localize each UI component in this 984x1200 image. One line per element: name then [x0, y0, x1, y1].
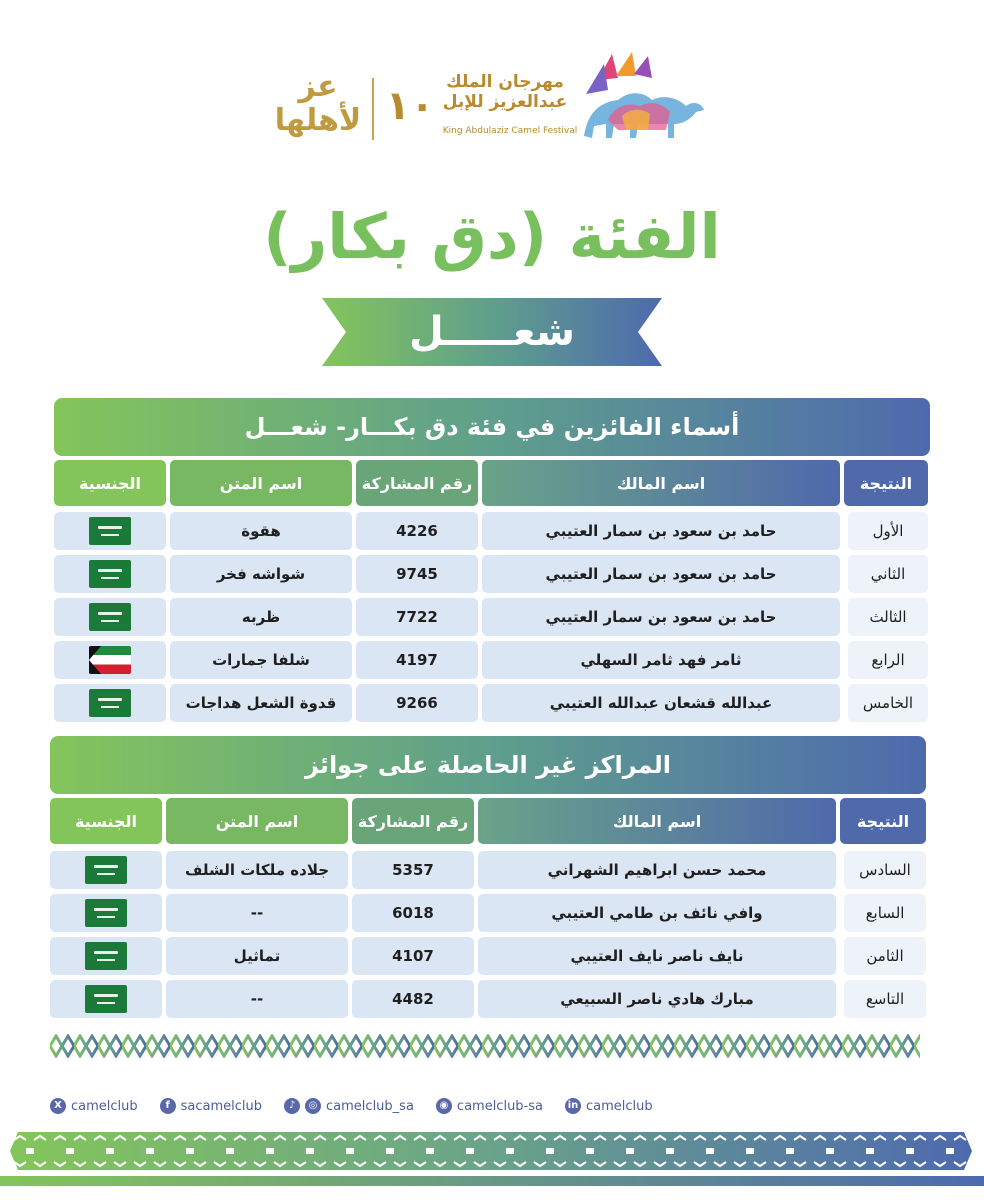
ribbon-label: شعـــــل [409, 309, 575, 355]
slogan-logo: عز لأهلها [274, 69, 362, 138]
table-row-owner: مبارك هادي ناصر السبيعي [478, 980, 836, 1018]
saudi-flag-icon [85, 985, 127, 1013]
table-row-number: 6018 [352, 894, 474, 932]
header-result: النتيجة [844, 460, 928, 506]
table-row-owner: نايف ناصر نايف العتيبي [478, 937, 836, 975]
saudi-flag-icon [89, 689, 131, 717]
table-row-number: 4226 [356, 512, 478, 550]
social-handle: camelclub-sa [456, 1098, 543, 1114]
instagram-icon: ◎ [305, 1098, 321, 1114]
table-row-result: الأول [848, 512, 928, 550]
table-row-nationality [54, 512, 166, 550]
sadu-pattern-divider [50, 1034, 920, 1058]
header-mtn-name: اسم المتن [166, 798, 348, 844]
saudi-flag-icon [85, 856, 127, 884]
table-row-result: الثامن [844, 937, 926, 975]
camel-festival-logo-icon [578, 50, 708, 142]
social-x[interactable] [50, 1098, 138, 1114]
saudi-flag-icon [85, 942, 127, 970]
tiktok-icon: ♪ [284, 1098, 300, 1114]
table-row-number: 9745 [356, 555, 478, 593]
table-row-mtn: -- [166, 980, 348, 1018]
table-row-mtn: تماثيل [166, 937, 348, 975]
table-row-owner: حامد بن سعود بن سمار العتيبي [482, 555, 840, 593]
table-row-owner: محمد حسن ابراهيم الشهراني [478, 851, 836, 889]
social-linkedin[interactable] [565, 1098, 653, 1114]
table-row-result: السابع [844, 894, 926, 932]
header-entry-number: رقم المشاركة [352, 798, 474, 844]
header-entry-number: رقم المشاركة [356, 460, 478, 506]
snapchat-icon: ◉ [436, 1098, 452, 1114]
table-row-owner: عبدالله قشعان عبدالله العتيبي [482, 684, 840, 722]
header-result: النتيجة [840, 798, 926, 844]
table-row-result: الرابع [848, 641, 928, 679]
table-row-result: الثاني [848, 555, 928, 593]
footer-pattern-band [10, 1132, 972, 1170]
kuwait-flag-icon [89, 646, 131, 674]
saudi-flag-icon [89, 517, 131, 545]
header-mtn-name: اسم المتن [170, 460, 352, 506]
table-row-number: 4107 [352, 937, 474, 975]
table-row-mtn: هقوة [170, 512, 352, 550]
table-row-nationality [54, 555, 166, 593]
saudi-flag-icon [89, 603, 131, 631]
edition-number: ١٠ [385, 83, 435, 129]
table-row-mtn: -- [166, 894, 348, 932]
festival-name-english: King Abdulaziz Camel Festival [442, 126, 578, 136]
table-row-mtn: ظربه [170, 598, 352, 636]
social-handle: sacamelclub [180, 1098, 263, 1114]
festival-name-arabic: مهرجان الملك عبدالعزيز للإبل [442, 72, 568, 112]
bottom-gradient-strip [0, 1176, 984, 1186]
saudi-flag-icon [89, 560, 131, 588]
social-handle: camelclub [586, 1098, 653, 1114]
table-row-nationality [50, 851, 162, 889]
social-handle: camelclub [71, 1098, 138, 1114]
table-row-nationality [54, 684, 166, 722]
table-row-nationality [50, 894, 162, 932]
header-nationality: الجنسية [50, 798, 162, 844]
social-snapchat[interactable] [436, 1098, 543, 1114]
table-row-number: 4482 [352, 980, 474, 1018]
linkedin-icon: in [565, 1098, 581, 1114]
table-row-mtn: قدوة الشعل هداجات [170, 684, 352, 722]
social-links [50, 1096, 675, 1116]
table-row-owner: ثامر فهد ثامر السهلي [482, 641, 840, 679]
table-row-mtn: شلفا جمارات [170, 641, 352, 679]
header-owner: اسم المالك [478, 798, 836, 844]
table-row-mtn: جلاده ملكات الشلف [166, 851, 348, 889]
table-row-number: 7722 [356, 598, 478, 636]
table-row-result: الخامس [848, 684, 928, 722]
table-row-nationality [54, 641, 166, 679]
table-row-nationality [50, 937, 162, 975]
category-title: الفئة (دق بكار) [263, 200, 721, 273]
table-row-owner: وافي نائف بن طامي العتيبي [478, 894, 836, 932]
winners-table-title: أسماء الفائزين في فئة دق بكـــار- شعـــل [54, 398, 930, 456]
header-nationality: الجنسية [54, 460, 166, 506]
table-row-owner: حامد بن سعود بن سمار العتيبي [482, 598, 840, 636]
saudi-flag-icon [85, 899, 127, 927]
header-owner: اسم المالك [482, 460, 840, 506]
table-row-number: 9266 [356, 684, 478, 722]
x-icon: X [50, 1098, 66, 1114]
table-row-owner: حامد بن سعود بن سمار العتيبي [482, 512, 840, 550]
table-row-number: 4197 [356, 641, 478, 679]
table-row-mtn: شواشه فخر [170, 555, 352, 593]
table-row-nationality [54, 598, 166, 636]
table-row-result: الثالث [848, 598, 928, 636]
table-row-number: 5357 [352, 851, 474, 889]
nonprize-table-title: المراكز غير الحاصلة على جوائز [50, 736, 926, 794]
facebook-icon: f [160, 1098, 176, 1114]
social-tiktok-instagram[interactable] [284, 1098, 414, 1114]
logo-divider [372, 78, 374, 140]
table-row-nationality [50, 980, 162, 1018]
social-handle: camelclub_sa [326, 1098, 414, 1114]
social-facebook[interactable] [160, 1098, 262, 1114]
table-row-result: التاسع [844, 980, 926, 1018]
table-row-result: السادس [844, 851, 926, 889]
